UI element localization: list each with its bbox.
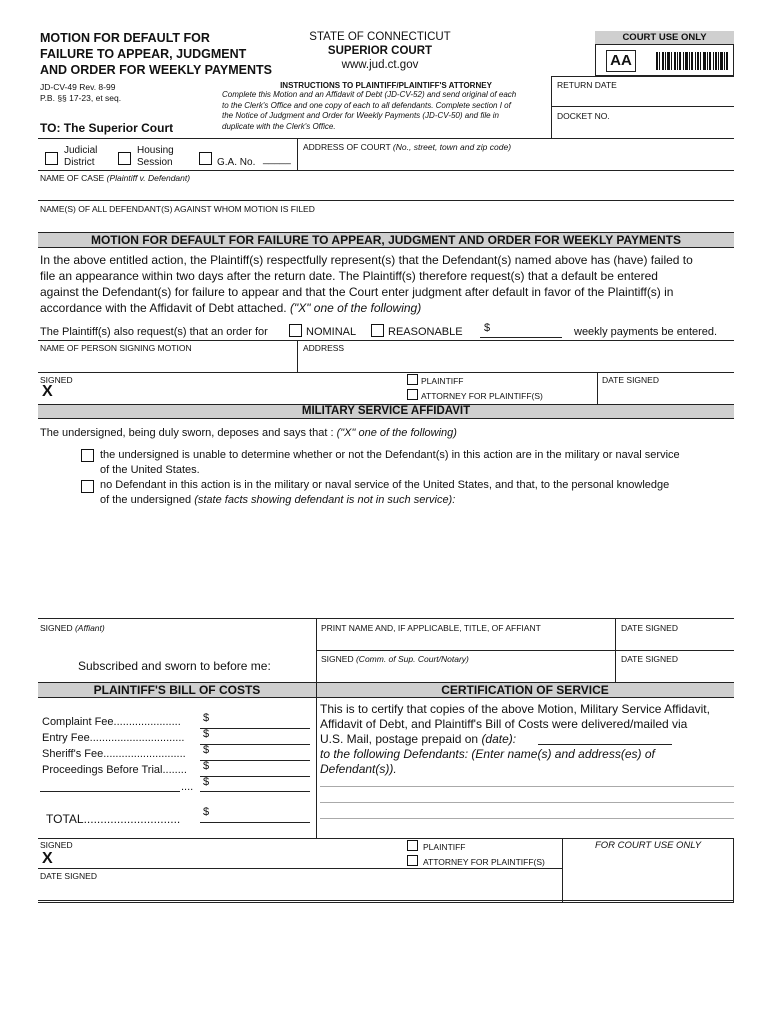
total-field[interactable] bbox=[200, 822, 310, 823]
proceedings-fee-field[interactable] bbox=[200, 776, 310, 777]
form-title-line: MOTION FOR DEFAULT FOR bbox=[40, 31, 210, 45]
defendant-address-line[interactable] bbox=[320, 802, 734, 803]
affiant-signed-label bbox=[40, 623, 105, 633]
payment-dollar-sign: $ bbox=[484, 322, 491, 334]
practice-book-ref: P.B. §§ 17-23, et seq. bbox=[40, 93, 122, 103]
notary-date-field[interactable] bbox=[621, 665, 731, 679]
affiant-print-name-field[interactable] bbox=[321, 634, 609, 648]
cost-item-dollar: $ bbox=[203, 744, 210, 756]
attorney-label: ATTORNEY FOR PLAINTIFF(S) bbox=[421, 391, 543, 401]
no-defendant-checkbox[interactable] bbox=[81, 480, 94, 493]
cost-item-dollar: $ bbox=[203, 728, 210, 740]
district-line: District bbox=[64, 157, 95, 168]
footer-x-mark: X bbox=[42, 850, 53, 867]
military-option-2-text: of the undersigned bbox=[100, 494, 192, 506]
affiant-date-field[interactable] bbox=[621, 634, 731, 648]
subscribed-sworn-text: Subscribed and sworn to before me: bbox=[78, 659, 271, 673]
signer-address-field[interactable] bbox=[303, 354, 731, 368]
court-name: SUPERIOR COURT bbox=[327, 45, 433, 57]
motion-paragraph bbox=[40, 252, 693, 316]
military-intro-text: The undersigned, being duly sworn, deposes and says that : bbox=[40, 427, 334, 439]
plaintiff-label: PLAINTIFF bbox=[421, 376, 464, 386]
military-option-2 bbox=[100, 478, 669, 508]
ga-number-label: G.A. No. bbox=[217, 157, 256, 168]
footer-court-use-label: FOR COURT USE ONLY bbox=[594, 840, 702, 851]
payment-request-text: The Plaintiff(s) also request(s) that an order for bbox=[40, 326, 268, 338]
signer-address-label: ADDRESS bbox=[303, 343, 345, 353]
footer-date-signed-label: DATE SIGNED bbox=[40, 871, 97, 881]
motion-signed-label: SIGNED bbox=[40, 375, 73, 385]
military-option-1-line: of the United States. bbox=[100, 464, 200, 476]
total-label: TOTAL............................. bbox=[46, 812, 181, 826]
footer-plaintiff-checkbox[interactable] bbox=[407, 840, 418, 851]
cost-item-label: Entry Fee............................... bbox=[42, 732, 185, 744]
website: www.jud.ct.gov bbox=[341, 59, 419, 71]
military-intro bbox=[40, 427, 457, 439]
judicial-line: Judicial bbox=[64, 145, 98, 156]
to-superior-court: TO: The Superior Court bbox=[40, 121, 174, 135]
motion-instruction: ("X" one of the following) bbox=[289, 301, 422, 315]
complaint-fee-field[interactable] bbox=[200, 728, 310, 729]
reasonable-checkbox[interactable] bbox=[371, 324, 384, 337]
form-number: JD-CV-49 Rev. 8-99 bbox=[40, 82, 116, 92]
other-cost-dots: .... bbox=[181, 781, 194, 793]
sheriff-fee-field[interactable] bbox=[200, 760, 310, 761]
instructions-line: Complete this Motion and an Affidavit of Debt (JD-CV-52) and send original of each bbox=[222, 90, 517, 99]
military-option-1-line: the undersigned is unable to determine whether or not the Defendant(s) in this action are in the military or naval service bbox=[100, 449, 680, 461]
defendants-field[interactable] bbox=[40, 214, 730, 228]
affiant-signed-caption: SIGNED bbox=[40, 623, 73, 633]
payment-amount-field[interactable] bbox=[480, 337, 562, 338]
bill-of-costs-heading: PLAINTIFF'S BILL OF COSTS bbox=[93, 683, 261, 697]
return-date-label: RETURN DATE bbox=[557, 80, 617, 90]
docket-no-label: DOCKET NO. bbox=[557, 111, 610, 121]
cost-item-label: Complaint Fee...................... bbox=[42, 716, 181, 728]
return-date-field[interactable] bbox=[557, 90, 732, 104]
motion-line: In the above entitled action, the Plaintiff(s) respectfully represent(s) that the Defendant(s) named above has (have) failed to bbox=[40, 253, 693, 267]
bottom-rule bbox=[38, 900, 734, 903]
military-facts-field[interactable] bbox=[100, 510, 730, 610]
motion-line: file an appearance within two days after the return date. The Plaintiff(s) therefore request(s) that a default be entered bbox=[40, 269, 658, 283]
attorney-checkbox[interactable] bbox=[407, 389, 418, 400]
affiant-date-signed-label: DATE SIGNED bbox=[621, 623, 678, 633]
case-name-label bbox=[40, 173, 190, 183]
plaintiff-checkbox[interactable] bbox=[407, 374, 418, 385]
military-option-1 bbox=[100, 448, 680, 478]
instructions-line: to the Clerk's Office and one copy of each to all defendants. Complete section I of bbox=[222, 100, 511, 110]
instructions-line: the Notice of Judgment and Order for Weekly Payments (JD-CV-50) and file in bbox=[222, 111, 500, 120]
notary-date-signed-label: DATE SIGNED bbox=[621, 654, 678, 664]
form-code: AA bbox=[606, 50, 636, 72]
signature-x-mark: X bbox=[42, 383, 53, 400]
weekly-payments-text: weekly payments be entered. bbox=[574, 326, 718, 338]
form-title-line: AND ORDER FOR WEEKLY PAYMENTS bbox=[40, 63, 272, 77]
form-title bbox=[40, 30, 272, 78]
judicial-district-checkbox[interactable] bbox=[45, 152, 58, 165]
nominal-label: NOMINAL bbox=[306, 326, 357, 338]
signer-name-label: NAME OF PERSON SIGNING MOTION bbox=[40, 343, 192, 353]
ga-checkbox[interactable] bbox=[199, 152, 212, 165]
judicial-district-label bbox=[64, 145, 97, 169]
other-cost-dollar: $ bbox=[203, 776, 210, 788]
motion-line bbox=[40, 300, 693, 316]
certification-line: Defendant(s)). bbox=[320, 762, 397, 776]
court-heading bbox=[300, 30, 460, 72]
other-cost-field[interactable] bbox=[200, 791, 310, 792]
motion-heading: MOTION FOR DEFAULT FOR FAILURE TO APPEAR, JUDGMENT AND ORDER FOR WEEKLY PAYMENTS bbox=[38, 232, 734, 248]
instructions bbox=[222, 81, 550, 132]
instructions-text bbox=[222, 90, 550, 132]
military-option-2-line bbox=[100, 493, 669, 508]
defendant-address-line[interactable] bbox=[320, 818, 734, 819]
motion-last-text: accordance with the Affidavit of Debt attached. bbox=[40, 301, 287, 315]
cost-item-dollar: $ bbox=[203, 760, 210, 772]
case-name-hint: (Plaintiff v. Defendant) bbox=[106, 173, 191, 183]
notary-signature-field[interactable] bbox=[321, 665, 609, 679]
session-line: Session bbox=[137, 157, 173, 168]
notary-signed-label bbox=[321, 654, 469, 664]
reasonable-label: REASONABLE bbox=[388, 326, 463, 338]
unable-to-determine-checkbox[interactable] bbox=[81, 449, 94, 462]
case-name-field[interactable] bbox=[40, 184, 730, 198]
motion-signature-field[interactable] bbox=[60, 384, 400, 400]
motion-date-signed-field[interactable] bbox=[602, 386, 730, 400]
notary-signed-caption: SIGNED bbox=[321, 654, 354, 664]
footer-attorney-checkbox[interactable] bbox=[407, 855, 418, 866]
footer-signed-label: SIGNED bbox=[40, 840, 73, 850]
certification-text bbox=[320, 702, 710, 777]
housing-session-label bbox=[137, 145, 174, 169]
form-title-line: FAILURE TO APPEAR, JUDGMENT bbox=[40, 47, 247, 61]
nominal-checkbox[interactable] bbox=[289, 324, 302, 337]
motion-date-signed-label: DATE SIGNED bbox=[602, 375, 659, 385]
cost-item-label: Sheriff's Fee........................... bbox=[42, 748, 186, 760]
other-cost-label-field[interactable] bbox=[40, 791, 180, 792]
instructions-line: duplicate with the Clerk's Office. bbox=[222, 121, 336, 131]
affiant-hint: (Affiant) bbox=[74, 623, 105, 633]
ga-number-field[interactable]: _____ bbox=[263, 154, 291, 165]
certification-mail-text: U.S. Mail, postage prepaid on bbox=[320, 732, 479, 746]
military-intro-instruction: ("X" one of the following) bbox=[336, 427, 457, 439]
court-address-caption: ADDRESS OF COURT bbox=[303, 142, 391, 152]
notary-hint: (Comm. of Sup. Court/Notary) bbox=[355, 654, 469, 664]
barcode-icon bbox=[656, 50, 728, 72]
housing-session-checkbox[interactable] bbox=[118, 152, 131, 165]
certification-heading: CERTIFICATION OF SERVICE bbox=[441, 683, 609, 697]
case-name-caption: NAME OF CASE bbox=[40, 173, 105, 183]
cost-item-label: Proceedings Before Trial........ bbox=[42, 764, 187, 776]
certification-line: to the following Defendants: (Enter name(s) and address(es) of bbox=[320, 747, 655, 761]
footer-signature-field[interactable] bbox=[60, 851, 400, 867]
service-date-field[interactable] bbox=[538, 744, 672, 745]
docket-no-field[interactable] bbox=[557, 121, 732, 135]
footer-attorney-label: ATTORNEY FOR PLAINTIFF(S) bbox=[423, 857, 545, 867]
court-address-label bbox=[303, 142, 511, 152]
court-address-hint: (No., street, town and zip code) bbox=[392, 142, 512, 152]
motion-line: against the Defendant(s) for failure to appear and that the Court enter judgment after default in favor of the Plaintiff(s) in bbox=[40, 285, 674, 299]
footer-date-signed-field[interactable] bbox=[40, 882, 555, 898]
signer-name-field[interactable] bbox=[40, 354, 292, 368]
cost-item-dollar: $ bbox=[203, 712, 210, 724]
military-option-2-line: no Defendant in this action is in the military or naval service of the United States, and that, to the personal knowledge bbox=[100, 479, 670, 491]
military-heading: MILITARY SERVICE AFFIDAVIT bbox=[38, 404, 734, 419]
affiant-print-name-label: PRINT NAME AND, IF APPLICABLE, TITLE, OF AFFIANT bbox=[321, 623, 541, 633]
court-use-header: COURT USE ONLY bbox=[595, 31, 734, 45]
state-name: STATE OF CONNECTICUT bbox=[309, 31, 451, 43]
defendant-address-line[interactable] bbox=[320, 786, 734, 787]
affiant-signature-field[interactable] bbox=[40, 634, 310, 648]
certification-line: This is to certify that copies of the above Motion, Military Service Affidavit, bbox=[320, 702, 710, 716]
defendants-label: NAME(S) OF ALL DEFENDANT(S) AGAINST WHOM MOTION IS FILED bbox=[40, 204, 315, 214]
military-option-2-hint: (state facts showing defendant is not in such service): bbox=[194, 494, 456, 506]
total-dollar: $ bbox=[203, 806, 210, 818]
entry-fee-field[interactable] bbox=[200, 744, 310, 745]
instructions-title: INSTRUCTIONS TO PLAINTIFF/PLAINTIFF'S ATTORNEY bbox=[280, 81, 492, 90]
certification-line: Affidavit of Debt, and Plaintiff's Bill of Costs were delivered/mailed via bbox=[320, 717, 688, 731]
footer-plaintiff-label: PLAINTIFF bbox=[423, 842, 466, 852]
housing-line: Housing bbox=[137, 145, 174, 156]
certification-date-hint: (date): bbox=[481, 732, 517, 746]
